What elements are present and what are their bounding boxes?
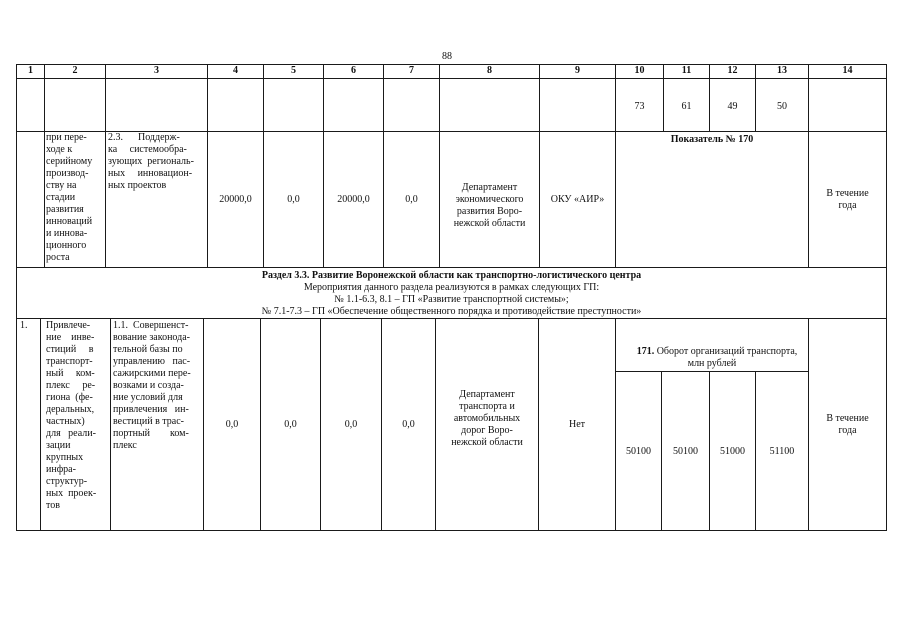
column-header: 10 xyxy=(634,65,645,76)
task-text: Привлече- ние инве- стиций в транспорт- ный ком- плекс ре- гиона (фе- деральных, частных) для реали- зации крупных инфра- структур- ных проек- тов xyxy=(46,320,97,511)
col-sep xyxy=(439,64,440,268)
col-sep xyxy=(615,64,616,268)
col-sep xyxy=(323,64,324,268)
col-sep xyxy=(263,64,264,268)
activity-text: 1.1. Совершенст- вование законода- тельной базы по управлению пас- сажирскими пере- возками и созда- ние условий для привлечения ин- вестиций в трас- портный ком- плекс xyxy=(113,320,191,451)
section-line: № 1.1-6.3, 8.1 – ГП «Развитие транспортной системы»; xyxy=(334,294,569,305)
budget-federal: 0,0 xyxy=(287,194,300,205)
indicator-value: 51000 xyxy=(720,446,745,457)
table-border-bottom xyxy=(16,530,887,531)
column-header: 7 xyxy=(409,65,414,76)
section-line: Мероприятия данного раздела реализуются в рамках следующих ГП: xyxy=(303,282,600,293)
budget-total: 20000,0 xyxy=(219,194,252,205)
indicator-label xyxy=(616,334,808,382)
col-sep xyxy=(539,64,540,268)
column-header: 3 xyxy=(154,65,159,76)
deadline: В течение года xyxy=(826,188,869,211)
column-header: 14 xyxy=(842,65,853,76)
column-header: 4 xyxy=(233,65,238,76)
col-sep xyxy=(44,64,45,268)
responsible-department: Департамент экономического развития Воро- нежской области xyxy=(453,182,526,229)
column-header: 13 xyxy=(777,65,787,76)
border-right xyxy=(886,64,887,531)
indicator-value: 61 xyxy=(681,101,692,112)
section-line: № 7.1-7.3 – ГП «Обеспечение общественного порядка и противодействие преступности» xyxy=(261,306,642,317)
col-sep xyxy=(110,318,111,531)
column-header: 2 xyxy=(72,65,78,76)
column-header: 1 xyxy=(28,65,33,76)
page-number: 88 xyxy=(442,51,452,62)
budget-regional: 0,0 xyxy=(344,419,358,430)
column-header: 12 xyxy=(727,65,738,76)
indicator-value: 50 xyxy=(777,101,787,112)
header-row-bottom xyxy=(16,78,887,79)
indicator-value: 73 xyxy=(634,101,645,112)
column-header: 9 xyxy=(575,65,580,76)
col-sep xyxy=(207,64,208,268)
task-text: при пере- ходе к серийному производ- ству на стадии развития инноваций и иннова- ционного роста xyxy=(46,132,93,263)
executor: Нет xyxy=(568,419,586,430)
budget-regional: 20000,0 xyxy=(337,194,370,205)
budget-other: 0,0 xyxy=(402,419,415,430)
deadline: В течение года xyxy=(826,413,869,436)
column-header: 5 xyxy=(291,65,296,76)
column-header: 8 xyxy=(487,65,492,76)
col-sep xyxy=(40,318,41,531)
col-sep xyxy=(105,64,106,268)
indicator-label: Показатель № 170 xyxy=(670,134,754,145)
activity-text: 2.3. Поддерж- ка системообра- зующих региональ- ных инновацион- ных проектов xyxy=(108,132,194,191)
indicator-value: 50100 xyxy=(626,446,651,457)
section-bottom xyxy=(16,318,887,319)
budget-total: 0,0 xyxy=(225,419,239,430)
column-header: 6 xyxy=(351,65,356,76)
indicator-value: 49 xyxy=(727,101,738,112)
column-header: 11 xyxy=(681,65,692,76)
indicator-number: 171. xyxy=(636,346,655,357)
indicator-text: Оборот организаций транспорта, млн рублей xyxy=(656,346,798,369)
col-sep xyxy=(808,64,809,268)
executor: ОКУ «АИР» xyxy=(550,194,605,205)
col-sep xyxy=(383,64,384,268)
row-number: 1. xyxy=(20,320,28,331)
budget-other: 0,0 xyxy=(405,194,418,205)
section-title: Раздел 3.3. Развитие Воронежской области как транспортно-логистического центра xyxy=(261,270,642,281)
indicator-value: 50100 xyxy=(673,446,698,457)
budget-federal: 0,0 xyxy=(284,419,297,430)
responsible-department: Департамент транспорта и автомобильных дорог Воро- нежской области xyxy=(451,389,523,448)
row-2-3-bottom xyxy=(16,267,887,268)
indicator-value: 51100 xyxy=(769,446,795,457)
